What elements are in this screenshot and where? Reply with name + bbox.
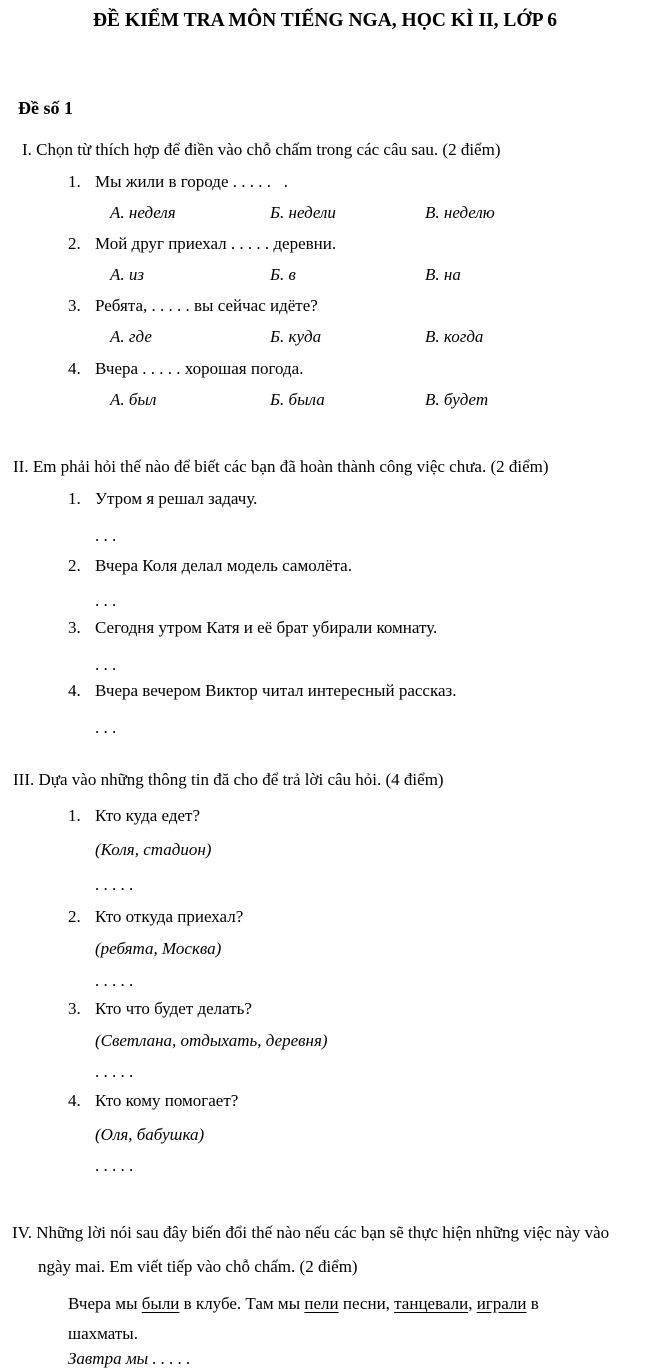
question-number: 4. [68, 359, 81, 378]
question-number: 3. [68, 999, 81, 1018]
question-number: 3. [68, 618, 81, 637]
option-b: Б. недели [270, 203, 336, 222]
option-a: А. неделя [110, 203, 176, 222]
question-number: 2. [68, 234, 81, 253]
question-number: 3. [68, 296, 81, 315]
question-text: Вчера Коля делал модель самолёта. [95, 556, 352, 575]
section-1-question-2-options [110, 264, 650, 285]
question-text: Утром я решал задачу. [95, 489, 258, 508]
question-text: Сегодня утром Катя и её брат убирали комнату. [95, 618, 438, 637]
section-3-question-4 [68, 1090, 650, 1111]
section-1-question-3-options [110, 326, 650, 347]
option-c: В. будет [425, 390, 489, 409]
question-number: 4. [68, 681, 81, 700]
question-number: 1. [68, 806, 81, 825]
underlined-word: пели [304, 1294, 339, 1313]
section-1-question-3 [68, 295, 650, 316]
section-1-question-2 [68, 233, 650, 254]
option-a: А. из [110, 265, 145, 284]
underlined-word: играли [476, 1294, 527, 1313]
section-2-question-2 [68, 555, 650, 576]
question-text: Кто куда едет? [95, 806, 201, 825]
example-sentence [68, 1289, 613, 1349]
underlined-word: танцевали [394, 1294, 469, 1313]
answer-dots: . . . . . [95, 971, 134, 990]
section-3-question-1 [68, 805, 650, 826]
underlined-word: были [141, 1294, 180, 1313]
section-1-question-1 [68, 171, 650, 192]
section-3-question-3 [68, 998, 650, 1019]
option-b: Б. в [270, 265, 296, 284]
answer-dots: . . . . . [95, 1062, 134, 1081]
answer-dots: . . . [95, 591, 117, 610]
answer-dots: . . . [95, 718, 117, 737]
question-text: Кто откуда приехал? [95, 907, 244, 926]
question-number: 2. [68, 556, 81, 575]
section-2-question-1 [68, 488, 650, 509]
question-text: Кто кому помогает? [95, 1091, 239, 1110]
passage-segment: Вчера мы [68, 1294, 142, 1313]
answer-hint: (Оля, бабушка) [95, 1125, 205, 1144]
section-4-heading: IV. Những lời nói sau đây biến đổi thế nào nếu các bạn sẽ thực hiện những việc này vào ngày mai. Em viết tiếp vào chỗ chấm. (2 điểm) [12, 1223, 610, 1276]
answer-dots: . . . [95, 526, 117, 545]
section-2-question-4 [68, 680, 650, 701]
passage-segment: песни, [338, 1294, 395, 1313]
question-text: Ребята, . . . . . вы сейчас идёте? [95, 296, 318, 315]
section-2-heading: II. Em phải hỏi thế nào để biết các bạn đã hoàn thành công việc chưa. (2 điểm) [13, 457, 549, 476]
option-c: В. неделю [425, 203, 495, 222]
option-a: А. где [110, 327, 152, 346]
answer-dots: . . . . . [95, 875, 134, 894]
section-1-heading: I. Chọn từ thích hợp để điền vào chỗ chấm trong các câu sau. (2 điểm) [22, 140, 501, 159]
section-1-question-1-options [110, 202, 650, 223]
answer-line: Завтра мы . . . . . [68, 1349, 191, 1368]
option-c: В. на [425, 265, 461, 284]
answer-hint: (Коля, стадион) [95, 840, 212, 859]
section-1-question-4 [68, 358, 650, 379]
document-title: ĐỀ KIỂM TRA MÔN TIẾNG NGA, HỌC KÌ II, LỚP 6 [92, 10, 558, 31]
question-number: 1. [68, 172, 81, 191]
passage-segment: в клубе. Там мы [179, 1294, 305, 1313]
passage-segment: , [468, 1294, 477, 1313]
option-c: В. когда [425, 327, 484, 346]
option-b: Б. была [270, 390, 325, 409]
question-number: 2. [68, 907, 81, 926]
option-a: А. был [110, 390, 157, 409]
answer-hint: (Светлана, отдыхать, деревня) [95, 1031, 328, 1050]
section-3-question-2 [68, 906, 650, 927]
answer-dots: . . . [95, 655, 117, 674]
answer-dots: . . . . . [95, 1156, 134, 1175]
question-number: 4. [68, 1091, 81, 1110]
question-text: Вчера . . . . . хорошая погода. [95, 359, 304, 378]
question-text: Мы жили в городе . . . . . . [95, 172, 288, 191]
question-number: 1. [68, 489, 81, 508]
passage-segment: в шахматы. [68, 1294, 539, 1343]
option-b: Б. куда [270, 327, 322, 346]
question-text: Кто что будет делать? [95, 999, 252, 1018]
exam-set-heading: Đề số 1 [18, 98, 73, 118]
question-text: Вчера вечером Виктор читал интересный рассказ. [95, 681, 457, 700]
answer-hint: (ребята, Москва) [95, 939, 222, 958]
question-text: Мой друг приехал . . . . . деревни. [95, 234, 337, 253]
section-2-question-3 [68, 617, 650, 638]
section-3-heading: III. Dựa vào những thông tin đă cho để trả lời câu hỏi. (4 điểm) [13, 770, 444, 789]
section-1-question-4-options [110, 389, 650, 410]
